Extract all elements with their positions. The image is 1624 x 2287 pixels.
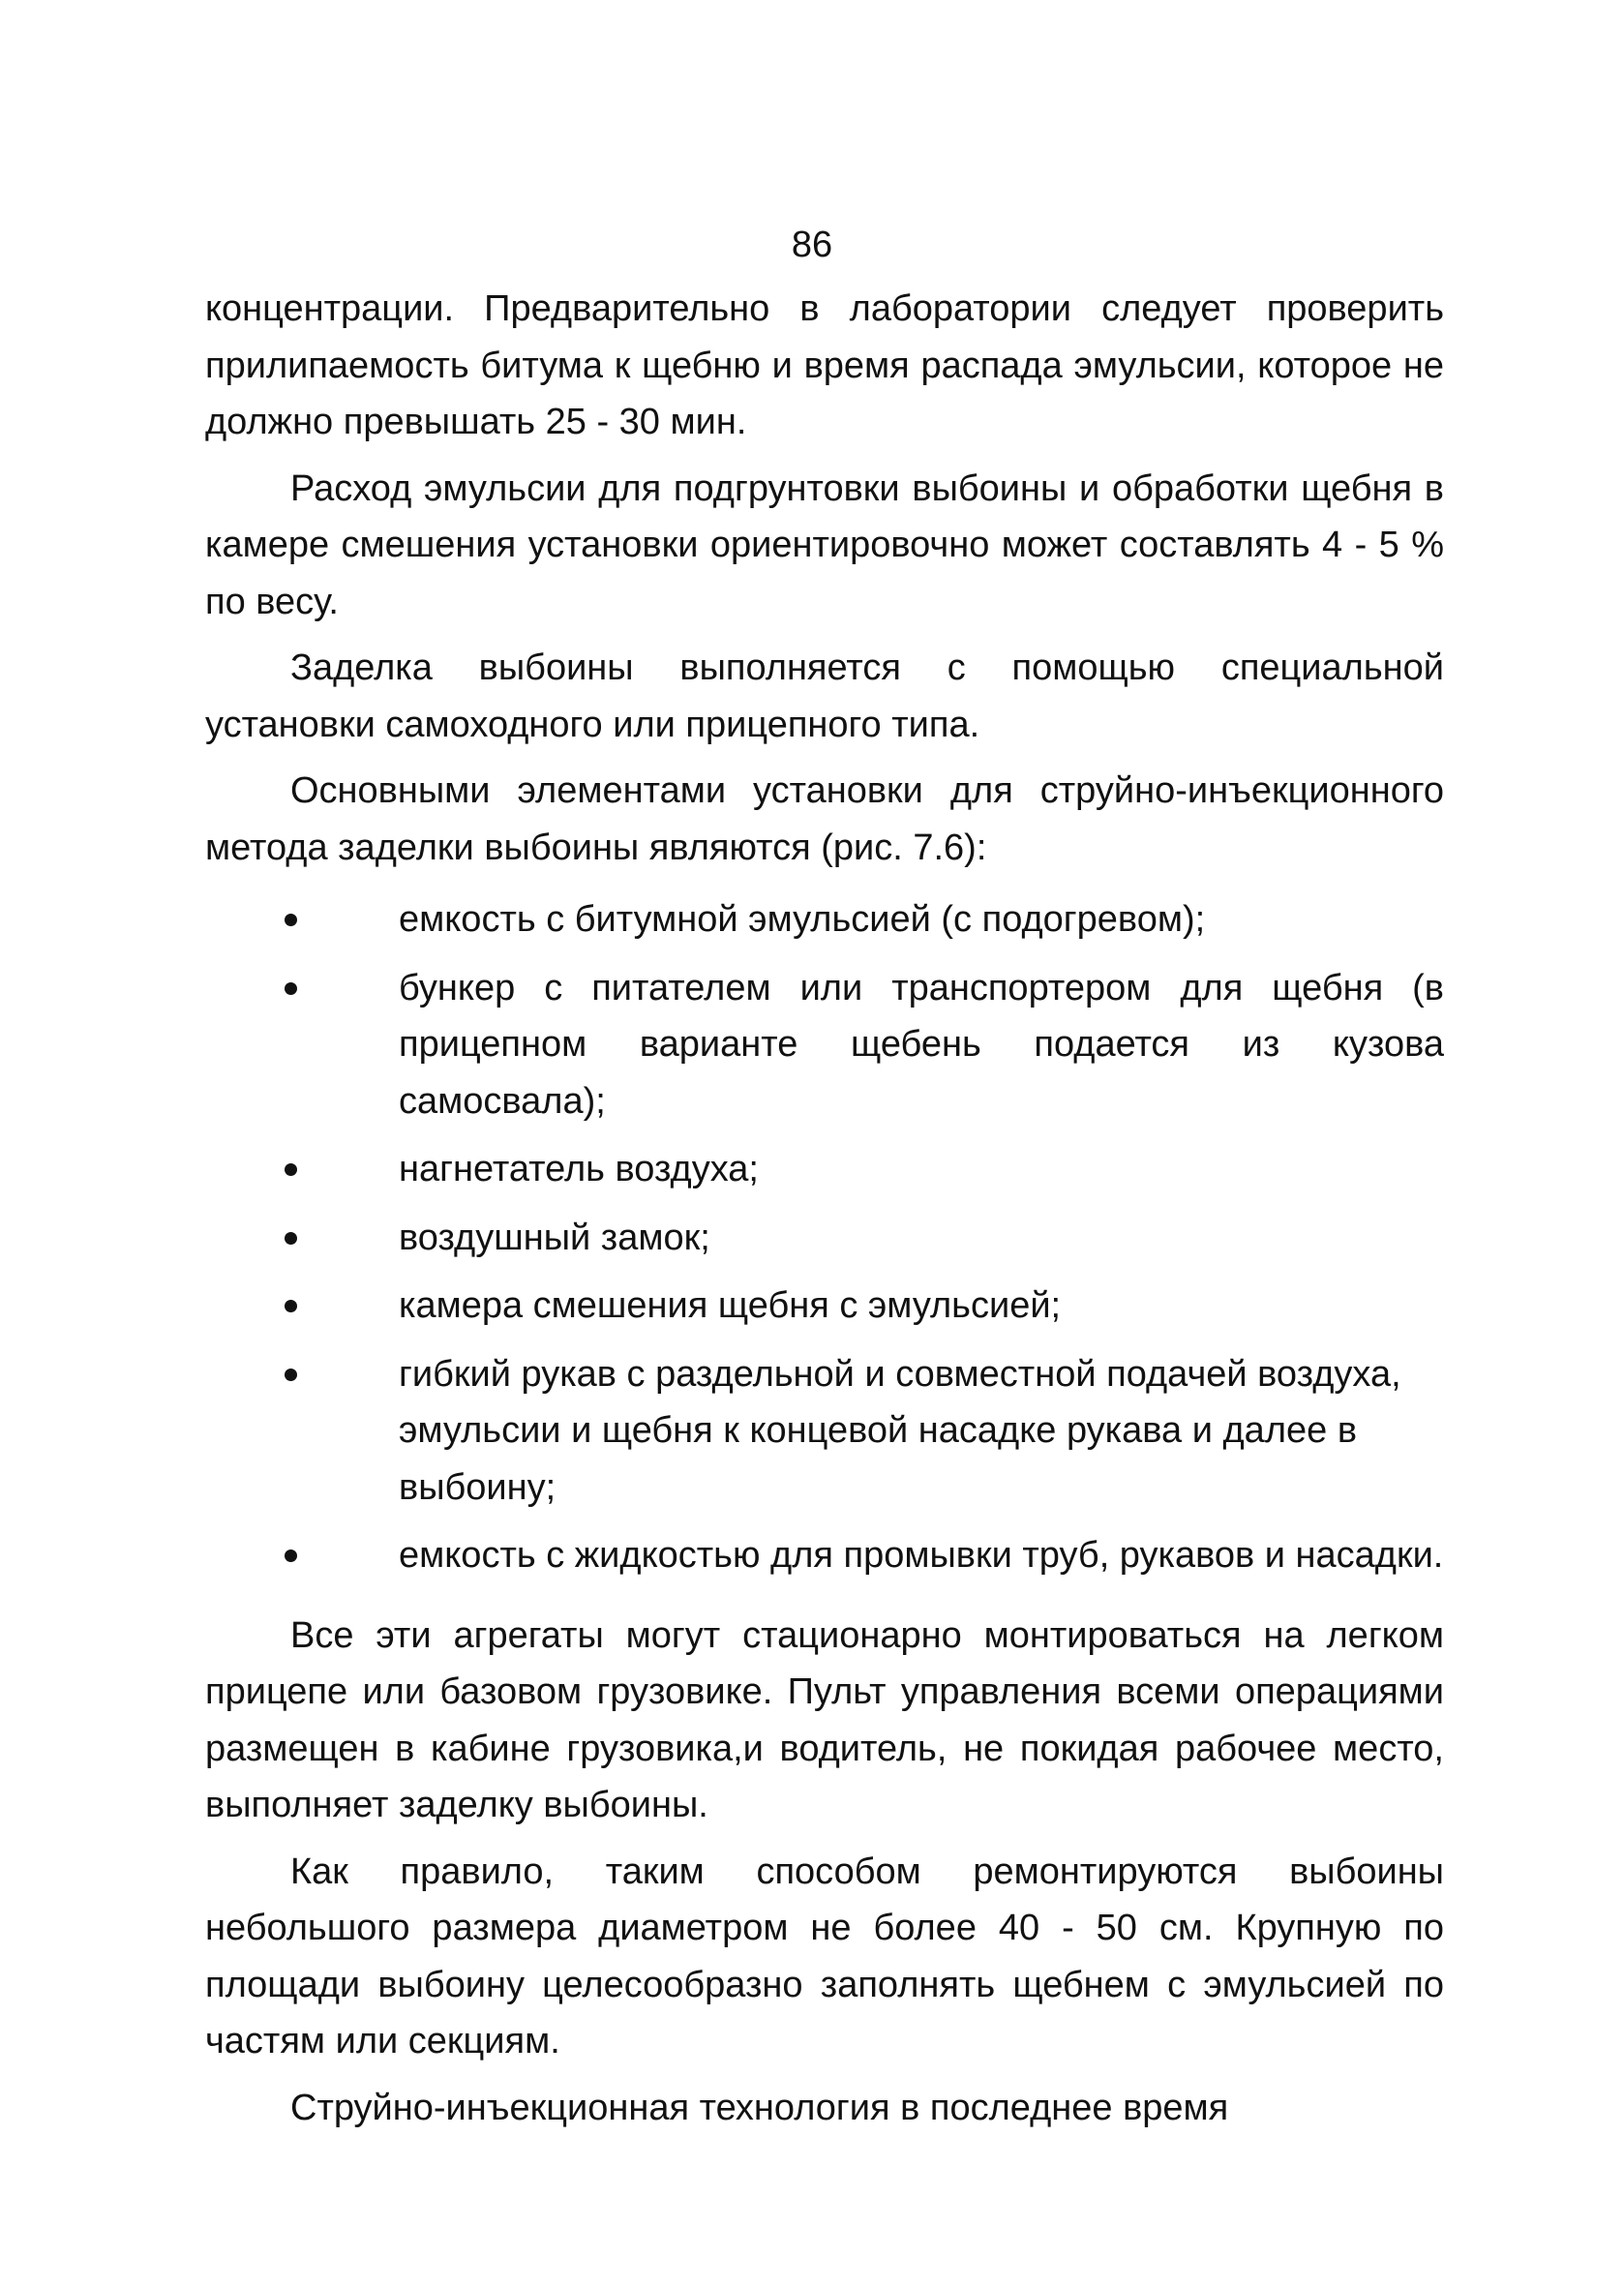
paragraph: Все эти агрегаты могут стационарно монтироваться на легком прицепе или базовом грузовике. Пульт управления всеми операциями размещен в кабине грузовика,и водитель, не покидая рабочее место, выполняет заделку выбоины. (205, 1614, 1444, 1825)
list-item-text: бункер с питателем или транспортером для щебня (в прицепном варианте щебень подается из кузова самосвала); (399, 967, 1444, 1122)
bullet-icon (285, 982, 297, 995)
list-item (205, 1210, 1444, 1267)
list-item (205, 1278, 1444, 1335)
list-item-text: емкость с битумной эмульсией (с подогревом); (399, 899, 1206, 940)
bullet-icon (285, 1232, 297, 1245)
list-item-text: емкость с жидкостью для промывки труб, рукавов и насадки. (399, 1535, 1444, 1576)
list-item (205, 1141, 1444, 1198)
list-item-text: нагнетатель воздуха; (399, 1149, 759, 1189)
page-number: 86 (791, 225, 833, 265)
list-item (205, 891, 1444, 948)
paragraph: Основными элементами установки для струйно-инъекционного метода заделки выбоины являются (рис. 7.6): (205, 770, 1444, 868)
equipment-list (205, 891, 1444, 1584)
bullet-icon (285, 914, 297, 926)
list-item-text: гибкий рукав с раздельной и совместной подачей воздуха, эмульсии и щебня к концевой насадке рукава и далее в выбоину; (399, 1353, 1401, 1508)
bullet-icon (285, 1369, 297, 1381)
list-item (205, 960, 1444, 1130)
list-item-text: камера смешения щебня с эмульсией; (399, 1285, 1062, 1326)
page-body (205, 281, 1444, 2146)
bullet-icon (285, 1300, 297, 1312)
paragraph: Как правило, таким способом ремонтируются выбоины небольшого размера диаметром не более 40 - 50 см. Крупную по площади выбоину целесообразно заполнять щебнем с эмульсией по частям или секциям. (205, 1851, 1444, 2061)
bullet-icon (285, 1163, 297, 1176)
paragraph: Заделка выбоины выполняется с помощью специальной установки самоходного или прицепного типа. (205, 647, 1444, 745)
paragraph: концентрации. Предварительно в лаборатории следует проверить прилипаемость битума к щебню и время распада эмульсии, которое не должно превышать 25 - 30 мин. (205, 288, 1444, 442)
paragraph: Струйно-инъекционная технология в последнее время (290, 2087, 1229, 2128)
bullet-icon (285, 1550, 297, 1562)
paragraph: Расход эмульсии для подгрунтовки выбоины и обработки щебня в камере смешения установки ориентировочно может составлять 4 - 5 % по весу. (205, 467, 1444, 622)
list-item-text: воздушный замок; (399, 1217, 710, 1258)
list-item (205, 1346, 1444, 1517)
list-item (205, 1527, 1444, 1584)
